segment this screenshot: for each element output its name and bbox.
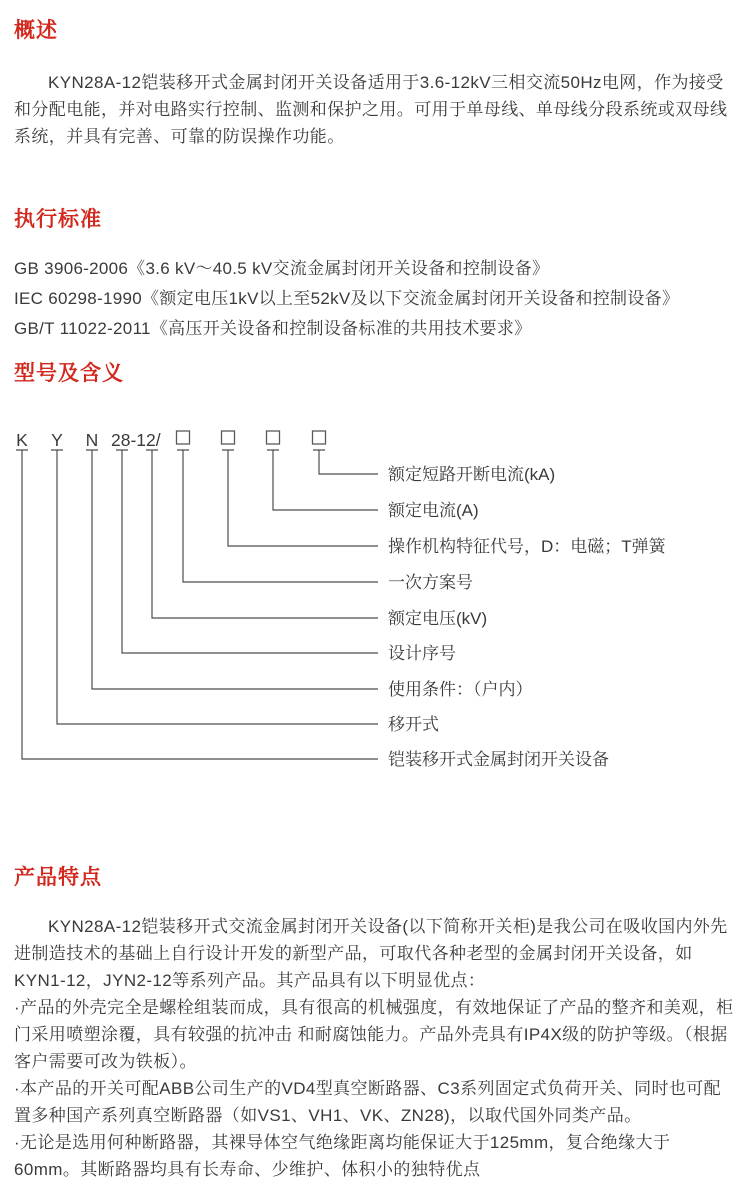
designation-box [177,431,190,444]
designation-label: 一次方案号 [388,573,473,592]
designation-letter-y: Y [51,430,63,450]
section-model [0,361,750,781]
designation-box [313,431,326,444]
connector-line [267,450,378,510]
features-bullet: ·产品的外壳完全是螺栓组装而成，具有很高的机械强度，有效地保证了产品的整齐和美观，柜门采用喷塑涂覆，具有较强的抗冲击 和耐腐蚀能力。产品外壳具有IP4X级的防护等级。（根据客户需要可改为铁板）。 [14,998,734,1071]
designation-label: 额定电压(kV) [388,609,488,628]
designation-box [267,431,280,444]
overview-paragraph: KYN28A-12铠装移开式金属封闭开关设备适用于3.6-12kV三相交流50Hz电网，作为接受和分配电能，并对电路实行控制、监测和保护之用。可用于单母线、单母线分段系统或双母线系统，并具有完善、可靠的防误操作功能。 [14,73,728,146]
designation-label: 额定短路开断电流(kA) [388,465,556,484]
connector-line [16,450,378,759]
designation-box [222,431,235,444]
connector-line [146,450,378,618]
standard-item: GB/T 11022-2011《高压开关设备和控制设备标准的共用技术要求》 [14,319,532,338]
section-overview [0,0,750,150]
designation-letter-k: K [16,430,28,450]
overview-heading: 概述 [14,19,58,42]
designation-voltage-segment: 28-12/ [111,430,161,450]
standard-item: IEC 60298-1990《额定电压1kV以上至52kV及以下交流金属封闭开关设备和控制设备》 [14,289,680,308]
designation-label: 设计序号 [388,644,456,663]
ladder-lines [16,450,378,759]
connector-line [116,450,378,653]
designation-label: 操作机构特征代号，D：电磁；T弹簧 [388,537,666,556]
designation-letter-n: N [85,430,99,450]
standards-list [0,254,750,344]
features-paragraph: KYN28A-12铠装移开式交流金属封闭开关设备(以下简称开关柜)是我公司在吸收国内外先进制造技术的基础上自行设计开发的新型产品，可取代各种老型的金属封闭开关设备，如KYN1-12，JYN2-12等系列产品。其产品具有以下明显优点： [14,917,728,990]
model-designation-diagram [0,425,750,781]
model-heading: 型号及含义 [14,362,124,385]
standard-item: GB 3906-2006《3.6 kV～40.5 kV交流金属封闭开关设备和控制设备》 [14,259,550,278]
connector-line [177,450,378,582]
features-bullet: ·无论是选用何种断路器，其裸导体空气绝缘距离均能保证大于125mm，复合绝缘大于60mm。其断路器均具有长寿命、少维护、体积小的独特优点 [14,1133,671,1179]
standards-heading: 执行标准 [14,208,102,231]
section-standards [0,207,750,344]
section-features [0,865,750,1183]
designation-label: 使用条件：（户内） [388,680,533,699]
connector-line [51,450,378,724]
designation-label: 移开式 [388,715,439,734]
designation-label: 额定电流(A) [388,501,479,520]
features-bullet: ·本产品的开关可配ABB公司生产的VD4型真空断路器、C3系列固定式负荷开关、同时也可配置多种国产系列真空断路器（如VS1、VH1、VK、ZN28)，以取代国外同类产品。 [14,1079,722,1125]
features-heading: 产品特点 [14,866,102,889]
connector-line [222,450,378,546]
connector-line [313,450,378,474]
designation-label: 铠装移开式金属封闭开关设备 [388,750,609,769]
